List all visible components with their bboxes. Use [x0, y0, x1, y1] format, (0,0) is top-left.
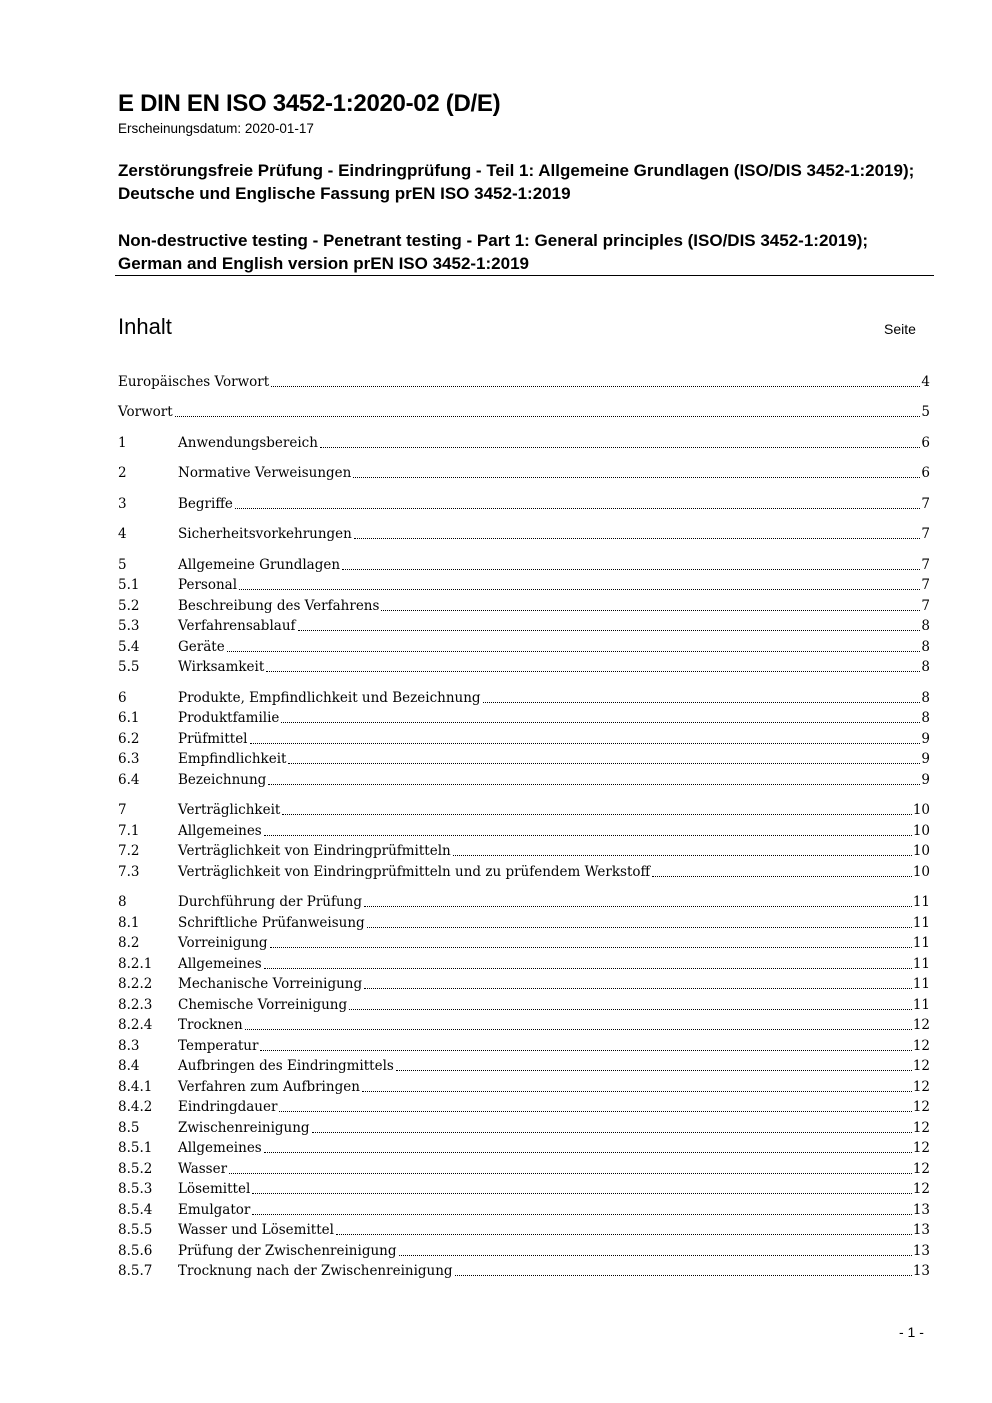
toc-entry-label: Allgemeines — [178, 1140, 262, 1156]
toc-entry-label: Europäisches Vorwort — [118, 374, 270, 390]
toc-entry-number: 4 — [118, 526, 127, 542]
toc-entry-label: Wasser — [178, 1161, 228, 1177]
toc-heading: Inhalt — [118, 314, 172, 339]
toc-leader-dots — [336, 1234, 912, 1235]
toc-entry-label: Allgemeine Grundlagen — [178, 557, 341, 573]
document-id: E DIN EN ISO 3452-1:2020-02 (D/E) — [118, 90, 501, 117]
toc-entry-page: 10 — [912, 802, 930, 818]
toc-leader-dots — [396, 1070, 912, 1071]
toc-entry[interactable] — [118, 688, 930, 708]
toc-entry-label: Prüfung der Zwischenreinigung — [178, 1243, 397, 1259]
toc-leader-dots — [342, 569, 920, 570]
toc-entry-page: 13 — [912, 1202, 930, 1218]
toc-entry-number: 6.4 — [118, 772, 140, 788]
toc-leader-dots — [266, 671, 920, 672]
toc-entry[interactable] — [118, 729, 930, 749]
toc-entry-page: 12 — [912, 1079, 930, 1095]
toc-entry[interactable] — [118, 1056, 930, 1076]
toc-entry-number: 6 — [118, 690, 127, 706]
toc-entry[interactable] — [118, 463, 930, 483]
toc-entry-number: 8.5 — [118, 1120, 140, 1136]
toc-entry-number: 7.3 — [118, 864, 140, 880]
toc-entry-label: Empfindlichkeit — [178, 751, 287, 767]
toc-leader-dots — [455, 1275, 912, 1276]
toc-entry-number: 2 — [118, 465, 127, 481]
toc-entry-number: 1 — [118, 435, 127, 451]
toc-entry[interactable] — [118, 954, 930, 974]
title-english: Non-destructive testing - Penetrant testing - Part 1: General principles (ISO/DIS 3452-1:2019); German and English version prEN ISO 3452-1:2019 — [118, 231, 869, 273]
toc-entry[interactable] — [118, 555, 930, 575]
toc-entry-number: 8.4.1 — [118, 1079, 153, 1095]
toc-entry-number: 6.2 — [118, 731, 140, 747]
toc-entry-label: Wasser und Lösemittel — [178, 1222, 334, 1238]
toc-entry-label: Bezeichnung — [178, 772, 267, 788]
toc-entry[interactable] — [118, 1241, 930, 1261]
toc-entry-page: 12 — [912, 1017, 930, 1033]
toc-entry-page: 12 — [912, 1058, 930, 1074]
toc-entry-label: Eindringdauer — [178, 1099, 278, 1115]
toc-leader-dots — [353, 477, 920, 478]
toc-leader-dots — [362, 1091, 912, 1092]
publication-date: Erscheinungsdatum: 2020-01-17 — [118, 121, 314, 136]
toc-entry[interactable] — [118, 575, 930, 595]
toc-entry-label: Verträglichkeit — [178, 802, 281, 818]
toc-entry-label: Mechanische Vorreinigung — [178, 976, 363, 992]
toc-leader-dots — [227, 651, 921, 652]
toc-entry-page: 11 — [912, 935, 930, 951]
toc-entry[interactable] — [118, 892, 930, 912]
toc-entry[interactable] — [118, 913, 930, 933]
toc-leader-dots — [282, 814, 911, 815]
toc-entry-page: 7 — [921, 496, 930, 512]
toc-entry[interactable] — [118, 637, 930, 657]
toc-entry-number: 8.4.2 — [118, 1099, 153, 1115]
toc-leader-dots — [268, 784, 920, 785]
toc-entry-number: 5.4 — [118, 639, 140, 655]
toc-entry-label: Verfahrensablauf — [178, 618, 296, 634]
toc-entry-page: 12 — [912, 1120, 930, 1136]
toc-entry-number: 8.2 — [118, 935, 140, 951]
toc-entry-page: 8 — [921, 618, 930, 634]
toc-entry-page: 12 — [912, 1038, 930, 1054]
toc-entry-label: Allgemeines — [178, 956, 262, 972]
toc-leader-dots — [364, 988, 912, 989]
toc-entry-label: Emulgator — [178, 1202, 251, 1218]
toc-entry-label: Trocknung nach der Zwischenreinigung — [178, 1263, 453, 1279]
toc-entry[interactable] — [118, 862, 930, 882]
toc-entry[interactable] — [118, 708, 930, 728]
toc-leader-dots — [264, 835, 912, 836]
toc-entry-number: 8.1 — [118, 915, 140, 931]
toc-entry[interactable] — [118, 821, 930, 841]
toc-leader-dots — [298, 630, 921, 631]
toc-leader-dots — [349, 1009, 912, 1010]
toc-entry-label: Vorwort — [118, 404, 173, 420]
toc-leader-dots — [354, 538, 921, 539]
toc-entry-number: 8 — [118, 894, 127, 910]
toc-leader-dots — [271, 386, 920, 387]
toc-entry[interactable] — [118, 1261, 930, 1281]
toc-entry[interactable] — [118, 657, 930, 677]
toc-leader-dots — [252, 1193, 912, 1194]
toc-entry-label: Allgemeines — [178, 823, 262, 839]
toc-entry[interactable] — [118, 1179, 930, 1199]
toc-entry-label: Lösemittel — [178, 1181, 251, 1197]
toc-leader-dots — [260, 1050, 911, 1051]
toc-leader-dots — [320, 447, 920, 448]
toc-leader-dots — [245, 1029, 912, 1030]
toc-entry-page: 11 — [912, 915, 930, 931]
toc-leader-dots — [229, 1173, 912, 1174]
toc-entry-page: 11 — [912, 997, 930, 1013]
toc-entry[interactable] — [118, 974, 930, 994]
toc-leader-dots — [312, 1132, 912, 1133]
toc-entry-number: 7.2 — [118, 843, 140, 859]
toc-entry-page: 9 — [921, 731, 930, 747]
toc-entry[interactable] — [118, 841, 930, 861]
toc-entry[interactable] — [118, 494, 930, 514]
toc-leader-dots — [453, 855, 912, 856]
footer-page-number: - 1 - — [899, 1324, 924, 1340]
toc-entry-page: 10 — [912, 843, 930, 859]
toc-entry-number: 5.2 — [118, 598, 140, 614]
toc-entry-page: 8 — [921, 690, 930, 706]
toc-entry[interactable] — [118, 596, 930, 616]
toc-entry-label: Anwendungsbereich — [178, 435, 318, 451]
toc-entry[interactable] — [118, 524, 930, 544]
toc-entry-page: 13 — [912, 1263, 930, 1279]
toc-entry-label: Temperatur — [178, 1038, 259, 1054]
toc-entry-number: 8.5.2 — [118, 1161, 153, 1177]
toc-entry[interactable] — [118, 1036, 930, 1056]
table-of-contents — [118, 0, 930, 1300]
toc-entry-page: 8 — [921, 659, 930, 675]
toc-entry-number: 8.5.1 — [118, 1140, 153, 1156]
toc-entry-page: 4 — [921, 374, 930, 390]
toc-entry-label: Produktfamilie — [178, 710, 280, 726]
toc-entry-label: Beschreibung des Verfahrens — [178, 598, 380, 614]
toc-entry-label: Schriftliche Prüfanweisung — [178, 915, 365, 931]
toc-entry-page: 10 — [912, 864, 930, 880]
toc-entry-label: Verträglichkeit von Eindringprüfmitteln — [178, 843, 451, 859]
toc-entry-label: Durchführung der Prüfung — [178, 894, 363, 910]
toc-leader-dots — [288, 763, 920, 764]
toc-leader-dots — [252, 1214, 911, 1215]
title-german: Zerstörungsfreie Prüfung - Eindringprüfung - Teil 1: Allgemeine Grundlagen (ISO/DIS 3452-1:2019); Deutsche und Englische Fassung prEN ISO 3452-1:2019 — [118, 161, 915, 203]
toc-leader-dots — [399, 1255, 912, 1256]
toc-entry-page: 11 — [912, 894, 930, 910]
toc-entry[interactable] — [118, 770, 930, 790]
toc-entry-page: 6 — [921, 465, 930, 481]
toc-entry-number: 8.2.3 — [118, 997, 153, 1013]
toc-entry-page: 12 — [912, 1161, 930, 1177]
toc-entry[interactable] — [118, 372, 930, 392]
toc-entry-page: 8 — [921, 710, 930, 726]
toc-entry-number: 8.5.4 — [118, 1202, 153, 1218]
toc-entry-number: 7.1 — [118, 823, 140, 839]
toc-entry-page: 11 — [912, 976, 930, 992]
toc-entry-label: Personal — [178, 577, 238, 593]
toc-entry[interactable] — [118, 1220, 930, 1240]
toc-entry-label: Verträglichkeit von Eindringprüfmitteln und zu prüfendem Werkstoff — [178, 864, 651, 880]
toc-entry-page: 7 — [921, 577, 930, 593]
toc-entry-label: Zwischenreinigung — [178, 1120, 310, 1136]
toc-entry-number: 8.5.5 — [118, 1222, 153, 1238]
toc-entry-number: 5.3 — [118, 618, 140, 634]
toc-entry-number: 8.2.4 — [118, 1017, 153, 1033]
toc-leader-dots — [281, 722, 920, 723]
toc-entry-number: 5 — [118, 557, 127, 573]
toc-entry-number: 8.5.7 — [118, 1263, 153, 1279]
toc-leader-dots — [175, 416, 921, 417]
toc-leader-dots — [264, 968, 912, 969]
toc-leader-dots — [279, 1111, 911, 1112]
toc-entry[interactable] — [118, 1138, 930, 1158]
toc-entry-label: Vorreinigung — [178, 935, 268, 951]
toc-entry-number: 8.3 — [118, 1038, 140, 1054]
toc-entry-label: Sicherheitsvorkehrungen — [178, 526, 352, 542]
toc-entry[interactable] — [118, 1118, 930, 1138]
toc-entry[interactable] — [118, 995, 930, 1015]
toc-entry-label: Aufbringen des Eindringmittels — [178, 1058, 394, 1074]
toc-leader-dots — [364, 906, 912, 907]
toc-entry[interactable] — [118, 402, 930, 422]
toc-entry-label: Begriffe — [178, 496, 233, 512]
toc-entry-page: 6 — [921, 435, 930, 451]
toc-entry-number: 8.2.1 — [118, 956, 153, 972]
toc-entry-label: Prüfmittel — [178, 731, 248, 747]
toc-entry-number: 3 — [118, 496, 127, 512]
toc-entry[interactable] — [118, 749, 930, 769]
toc-entry-label: Trocknen — [178, 1017, 243, 1033]
toc-entry[interactable] — [118, 1200, 930, 1220]
toc-entry[interactable] — [118, 1097, 930, 1117]
toc-entry-label: Chemische Vorreinigung — [178, 997, 348, 1013]
toc-entry-number: 7 — [118, 802, 127, 818]
toc-entry-number: 6.1 — [118, 710, 140, 726]
toc-entry-page: 9 — [921, 751, 930, 767]
toc-entry-number: 6.3 — [118, 751, 140, 767]
toc-entry-number: 8.4 — [118, 1058, 140, 1074]
toc-entry-page: 7 — [921, 598, 930, 614]
toc-entry[interactable] — [118, 616, 930, 636]
toc-leader-dots — [381, 610, 920, 611]
toc-entry[interactable] — [118, 433, 930, 453]
toc-entry-label: Verfahren zum Aufbringen — [178, 1079, 360, 1095]
toc-entry-page: 11 — [912, 956, 930, 972]
toc-entry-page: 8 — [921, 639, 930, 655]
toc-leader-dots — [652, 876, 912, 877]
toc-entry[interactable] — [118, 933, 930, 953]
toc-entry-number: 5.1 — [118, 577, 140, 593]
toc-leader-dots — [270, 947, 912, 948]
toc-leader-dots — [235, 508, 921, 509]
toc-entry-number: 8.5.6 — [118, 1243, 153, 1259]
toc-entry-number: 5.5 — [118, 659, 140, 675]
toc-entry[interactable] — [118, 1077, 930, 1097]
toc-entry-label: Wirksamkeit — [178, 659, 265, 675]
toc-leader-dots — [367, 927, 912, 928]
toc-leader-dots — [250, 743, 921, 744]
toc-entry[interactable] — [118, 800, 930, 820]
toc-entry-page: 9 — [921, 772, 930, 788]
toc-entry-page: 13 — [912, 1222, 930, 1238]
toc-entry-label: Geräte — [178, 639, 225, 655]
toc-entry-number: 8.2.2 — [118, 976, 153, 992]
toc-entry[interactable] — [118, 1159, 930, 1179]
toc-leader-dots — [483, 702, 921, 703]
toc-entry-label: Produkte, Empfindlichkeit und Bezeichnung — [178, 690, 481, 706]
toc-entry-page: 12 — [912, 1181, 930, 1197]
toc-page-column-label: Seite — [884, 321, 916, 337]
toc-entry-page: 5 — [921, 404, 930, 420]
toc-entry-page: 10 — [912, 823, 930, 839]
toc-entry-page: 12 — [912, 1140, 930, 1156]
toc-entry-label: Normative Verweisungen — [178, 465, 352, 481]
toc-entry-page: 7 — [921, 526, 930, 542]
toc-leader-dots — [264, 1152, 912, 1153]
toc-leader-dots — [239, 589, 920, 590]
toc-entry-number: 8.5.3 — [118, 1181, 153, 1197]
toc-entry[interactable] — [118, 1015, 930, 1035]
toc-entry-page: 7 — [921, 557, 930, 573]
toc-entry-page: 12 — [912, 1099, 930, 1115]
toc-entry-page: 13 — [912, 1243, 930, 1259]
